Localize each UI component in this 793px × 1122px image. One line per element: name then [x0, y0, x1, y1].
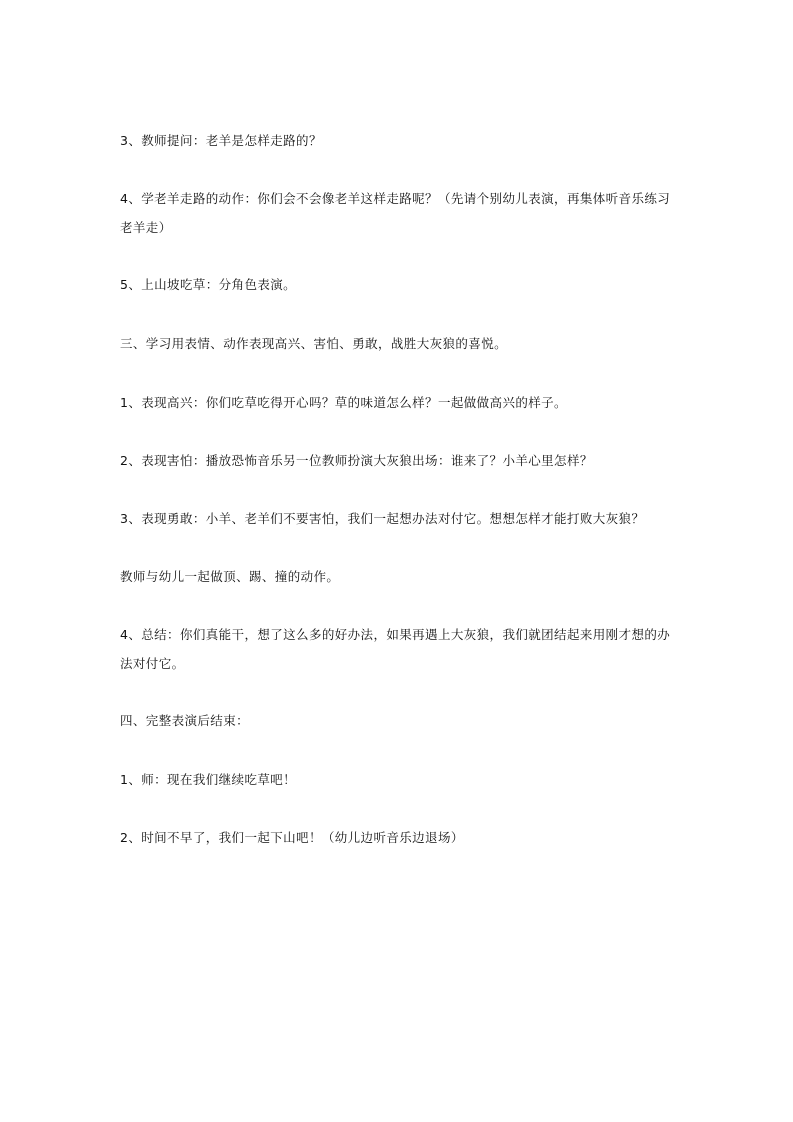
paragraph-express-brave: 3、表现勇敢：小羊、老羊们不要害怕，我们一起想办法对付它。想想怎样才能打败大灰狼？ [120, 511, 645, 526]
paragraph-actions: 教师与幼儿一起做顶、踢、撞的动作。 [120, 569, 340, 584]
paragraph-summary: 4、总结：你们真能干，想了这么多的好办法，如果再遇上大灰狼，我们就团结起来用刚才想的办法对付它。 [120, 627, 671, 671]
paragraph-go-down-mountain: 2、时间不早了，我们一起下山吧！（幼儿边听音乐边退场） [120, 830, 464, 845]
paragraph-continue-eating: 1、师：现在我们继续吃草吧！ [120, 772, 297, 787]
paragraph-express-happy: 1、表现高兴：你们吃草吃得开心吗？草的味道怎么样？一起做做高兴的样子。 [120, 395, 567, 410]
section-heading-three: 三、学习用表情、动作表现高兴、害怕、勇敢，战胜大灰狼的喜悦。 [120, 336, 508, 351]
paragraph-express-afraid: 2、表现害怕：播放恐怖音乐另一位教师扮演大灰狼出场：谁来了？小羊心里怎样？ [120, 453, 593, 468]
section-heading-four: 四、完整表演后结束： [120, 713, 250, 728]
paragraph-step-5-eat-grass: 5、上山坡吃草：分角色表演。 [120, 277, 297, 292]
paragraph-step-4-imitate-old-sheep: 4、学老羊走路的动作：你们会不会像老羊这样走路呢？（先请个别幼儿表演，再集体听音乐练习老羊走） [120, 191, 671, 235]
paragraph-step-3-teacher-question: 3、教师提问：老羊是怎样走路的？ [120, 133, 322, 148]
